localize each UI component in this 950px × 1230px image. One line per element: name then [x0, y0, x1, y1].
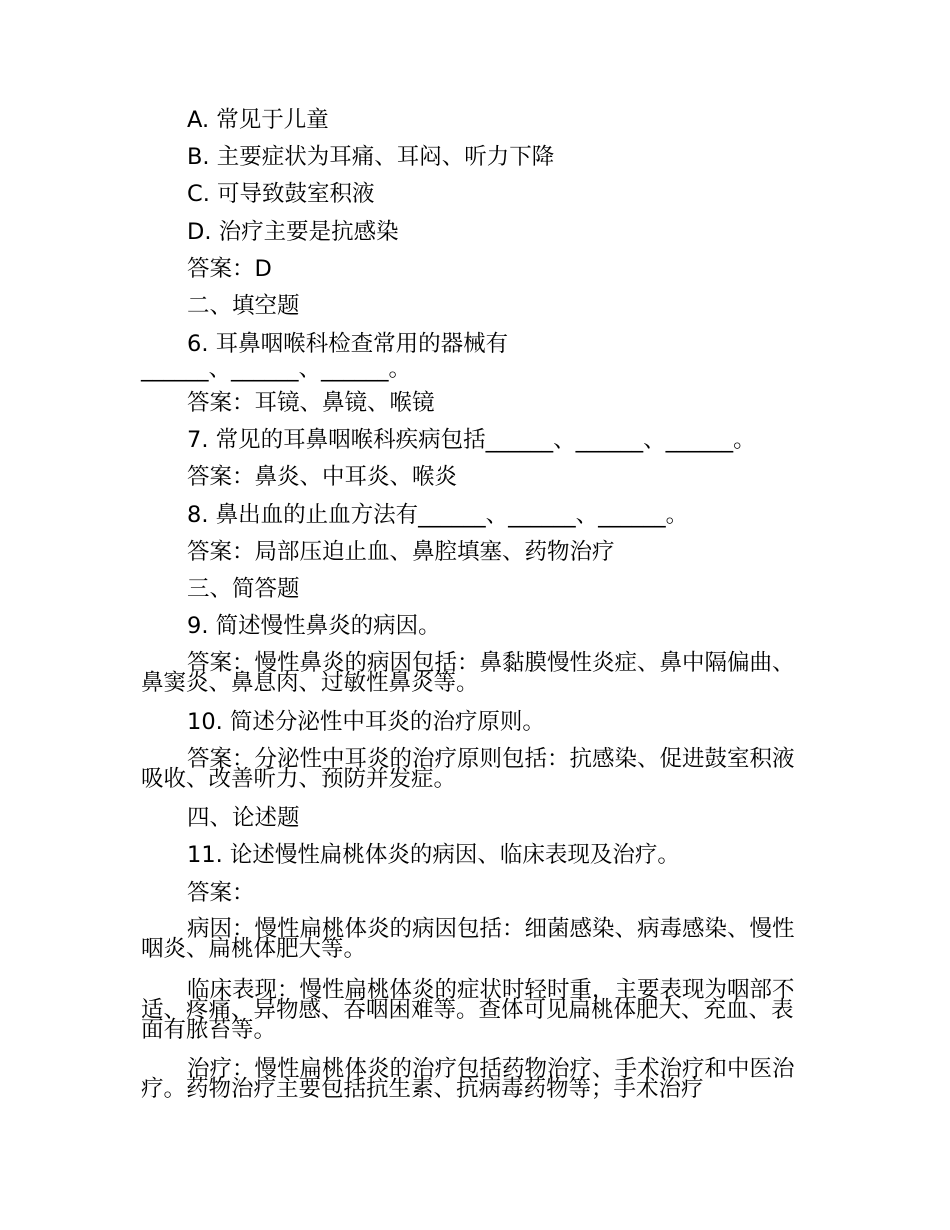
- question-10: 10. 简述分泌性中耳炎的治疗原则。: [187, 709, 545, 735]
- question-8-answer: 答案：局部压迫止血、鼻腔填塞、药物治疗: [187, 539, 615, 565]
- q5-option-c: C. 可导致鼓室积液: [187, 181, 375, 207]
- question-6: 6. 耳鼻咽喉科检查常用的器械有: [187, 331, 509, 357]
- section-heading-fill-in: 二、填空题: [187, 293, 300, 319]
- section-heading-short-answer: 三、简答题: [187, 576, 300, 602]
- question-7-answer: 答案：鼻炎、中耳炎、喉炎: [187, 464, 458, 490]
- q5-option-d: D. 治疗主要是抗感染: [187, 219, 399, 245]
- question-7: 7. 常见的耳鼻咽喉科疾病包括______、______、______。: [187, 427, 756, 453]
- question-10-answer: 答案：分泌性中耳炎的治疗原则包括：抗感染、促进鼓室积液吸收、改善听力、预防并发症。: [141, 746, 795, 792]
- question-9-answer: 答案：慢性鼻炎的病因包括：鼻黏膜慢性炎症、鼻中隔偏曲、鼻窦炎、鼻息肉、过敏性鼻炎等。: [141, 650, 795, 696]
- question-8: 8. 鼻出血的止血方法有______、______、______。: [187, 502, 689, 528]
- q5-answer: 答案：D: [187, 256, 272, 282]
- question-9: 9. 简述慢性鼻炎的病因。: [187, 613, 441, 639]
- question-11-cause-paragraph: 病因：慢性扁桃体炎的病因包括：细菌感染、病毒感染、慢性咽炎、扁桃体肥大等。: [141, 916, 795, 962]
- question-6-answer: 答案：耳镜、鼻镜、喉镜: [187, 390, 435, 416]
- question-6-blanks: ______、______、______。: [141, 356, 412, 382]
- question-11-symptoms-paragraph: 临床表现：慢性扁桃体炎的症状时轻时重，主要表现为咽部不适、疼痛、异物感、吞咽困难等。查体可见扁桃体肥大、充血、表面有脓苔等。: [141, 977, 795, 1043]
- section-heading-essay: 四、论述题: [187, 805, 300, 831]
- question-11-answer-label: 答案：: [187, 880, 255, 906]
- q5-option-b: B. 主要症状为耳痛、耳闷、听力下降: [187, 144, 555, 170]
- question-11: 11. 论述慢性扁桃体炎的病因、临床表现及治疗。: [187, 842, 680, 868]
- question-11-treatment-paragraph: 治疗：慢性扁桃体炎的治疗包括药物治疗、手术治疗和中医治疗。药物治疗主要包括抗生素、抗病毒药物等；手术治疗: [141, 1056, 795, 1102]
- q5-option-a: A. 常见于儿童: [187, 107, 329, 133]
